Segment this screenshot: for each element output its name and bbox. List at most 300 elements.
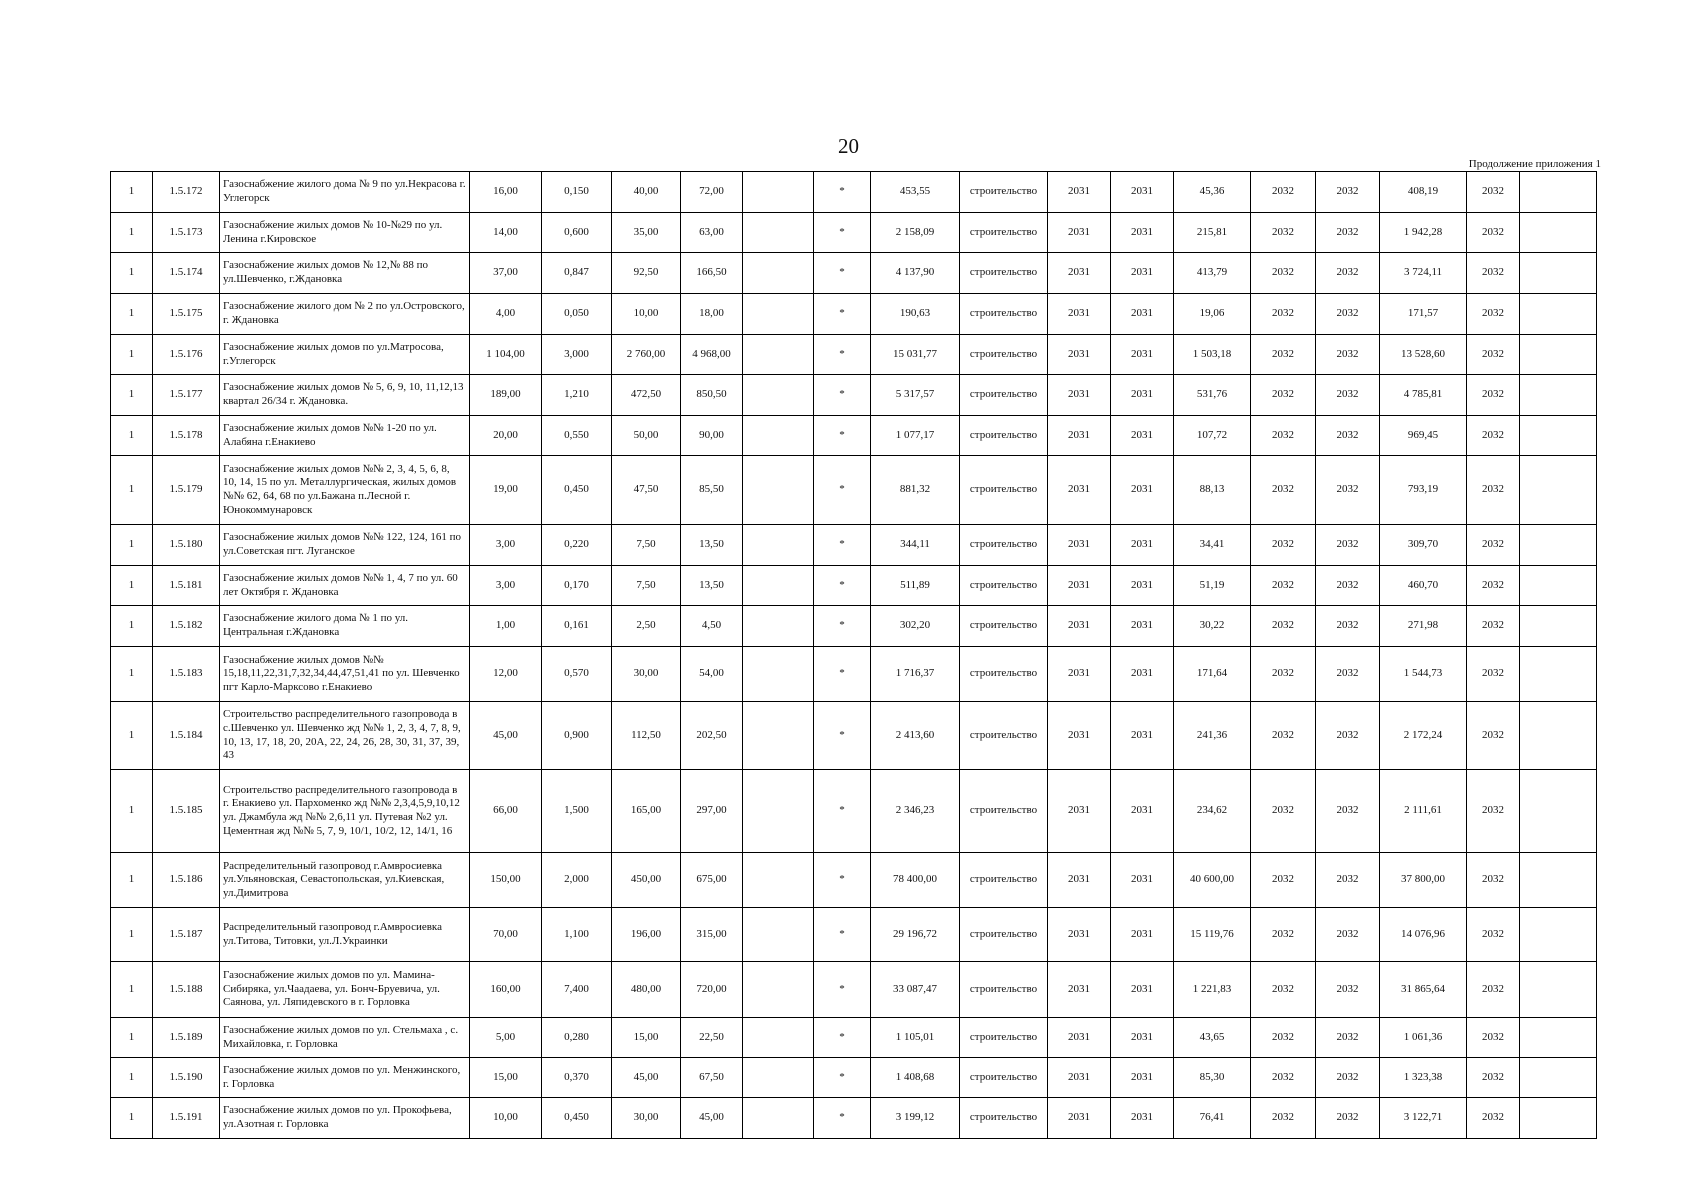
cell-notes [1520,1018,1597,1058]
cell-notes [1520,1098,1597,1139]
cell-total-cost: 15 031,77 [871,335,960,375]
cell-year-start-2: 2032 [1251,1098,1316,1139]
cell-value-col-1: 19,00 [470,456,542,525]
cell-year-end-2: 2032 [1316,416,1380,456]
cell-notes [1520,456,1597,525]
cell-year-end-1: 2031 [1111,566,1174,606]
cell-notes [1520,253,1597,294]
cell-year-start-2: 2032 [1251,770,1316,853]
cell-work-type: строительство [960,1058,1048,1098]
cell-asterisk-mark: * [814,172,871,213]
cell-year-end-2: 2032 [1316,566,1380,606]
cell-value-col-4: 675,00 [681,853,743,908]
cell-total-cost: 302,20 [871,606,960,647]
cell-item-code: 1.5.177 [153,375,220,416]
cell-asterisk-mark: * [814,335,871,375]
cell-notes [1520,294,1597,335]
cell-amount-stage-1: 76,41 [1174,1098,1251,1139]
cell-notes [1520,606,1597,647]
cell-value-col-4: 850,50 [681,375,743,416]
cell-year-end-2: 2032 [1316,702,1380,770]
cell-year-end-1: 2031 [1111,172,1174,213]
cell-year-end-2: 2032 [1316,962,1380,1018]
cell-row-number: 1 [111,702,153,770]
cell-row-number: 1 [111,770,153,853]
cell-value-col-1: 16,00 [470,172,542,213]
cell-value-col-2: 0,847 [542,253,612,294]
cell-amount-stage-1: 34,41 [1174,525,1251,566]
cell-value-col-2: 0,370 [542,1058,612,1098]
cell-total-cost: 190,63 [871,294,960,335]
cell-value-col-4: 63,00 [681,213,743,253]
cell-amount-stage-1: 40 600,00 [1174,853,1251,908]
cell-value-col-1: 1 104,00 [470,335,542,375]
cell-year-start-1: 2031 [1048,1098,1111,1139]
cell-row-number: 1 [111,172,153,213]
cell-year-end-1: 2031 [1111,456,1174,525]
cell-object-name: Газоснабжение жилых домов по ул. Прокофьева, ул.Азотная г. Горловка [220,1098,470,1139]
cell-year-start-1: 2031 [1048,416,1111,456]
cell-value-col-3: 47,50 [612,456,681,525]
cell-work-type: строительство [960,647,1048,702]
cell-year-end-1: 2031 [1111,213,1174,253]
cell-year-end-1: 2031 [1111,702,1174,770]
cell-amount-stage-1: 1 221,83 [1174,962,1251,1018]
cell-value-col-3: 472,50 [612,375,681,416]
cell-year-end-1: 2031 [1111,525,1174,566]
cell-year-end-1: 2031 [1111,770,1174,853]
cell-item-code: 1.5.175 [153,294,220,335]
cell-year-start-1: 2031 [1048,606,1111,647]
cell-notes [1520,566,1597,606]
cell-amount-stage-1: 30,22 [1174,606,1251,647]
cell-total-cost: 453,55 [871,172,960,213]
cell-amount-stage-2: 3 724,11 [1380,253,1467,294]
cell-amount-stage-1: 215,81 [1174,213,1251,253]
cell-work-type: строительство [960,566,1048,606]
page-number: 20 [838,134,859,158]
cell-work-type: строительство [960,375,1048,416]
cell-value-col-1: 37,00 [470,253,542,294]
cell-total-cost: 1 105,01 [871,1018,960,1058]
cell-object-name: Газоснабжение жилого дома № 1 по ул. Центральная г.Ждановка [220,606,470,647]
cell-row-number: 1 [111,566,153,606]
cell-work-type: строительство [960,456,1048,525]
cell-notes [1520,1058,1597,1098]
cell-item-code: 1.5.187 [153,908,220,962]
cell-notes [1520,525,1597,566]
cell-value-col-1: 5,00 [470,1018,542,1058]
cell-value-col-2: 0,550 [542,416,612,456]
cell-year-start-2: 2032 [1251,606,1316,647]
cell-notes [1520,702,1597,770]
cell-year-commission: 2032 [1467,962,1520,1018]
cell-amount-stage-1: 531,76 [1174,375,1251,416]
cell-work-type: строительство [960,702,1048,770]
cell-year-commission: 2032 [1467,908,1520,962]
cell-notes [1520,172,1597,213]
cell-year-start-1: 2031 [1048,335,1111,375]
cell-value-col-4: 67,50 [681,1058,743,1098]
cell-object-name: Газоснабжение жилого дом № 2 по ул.Островского, г. Ждановка [220,294,470,335]
cell-value-col-3: 30,00 [612,1098,681,1139]
cell-year-start-1: 2031 [1048,647,1111,702]
cell-notes [1520,647,1597,702]
cell-year-end-2: 2032 [1316,172,1380,213]
cell-amount-stage-1: 413,79 [1174,253,1251,294]
cell-value-col-3: 15,00 [612,1018,681,1058]
cell-year-end-1: 2031 [1111,908,1174,962]
cell-asterisk-mark: * [814,525,871,566]
cell-year-commission: 2032 [1467,375,1520,416]
cell-amount-stage-1: 45,36 [1174,172,1251,213]
cell-notes [1520,375,1597,416]
cell-object-name: Газоснабжение жилого дома № 9 по ул.Некрасова г. Углегорск [220,172,470,213]
cell-item-code: 1.5.190 [153,1058,220,1098]
cell-value-col-3: 50,00 [612,416,681,456]
cell-item-code: 1.5.186 [153,853,220,908]
cell-empty-col [743,456,814,525]
table-row [111,770,1597,853]
cell-work-type: строительство [960,606,1048,647]
cell-value-col-4: 45,00 [681,1098,743,1139]
cell-amount-stage-1: 85,30 [1174,1058,1251,1098]
cell-year-commission: 2032 [1467,606,1520,647]
cell-value-col-4: 4 968,00 [681,335,743,375]
cell-asterisk-mark: * [814,213,871,253]
cell-value-col-1: 4,00 [470,294,542,335]
cell-empty-col [743,253,814,294]
cell-amount-stage-2: 460,70 [1380,566,1467,606]
table-row [111,294,1597,335]
cell-asterisk-mark: * [814,1058,871,1098]
cell-value-col-3: 10,00 [612,294,681,335]
cell-row-number: 1 [111,606,153,647]
cell-item-code: 1.5.173 [153,213,220,253]
cell-work-type: строительство [960,853,1048,908]
cell-year-start-2: 2032 [1251,253,1316,294]
cell-object-name: Газоснабжение жилых домов № 12,№ 88 по ул.Шевченко, г.Ждановка [220,253,470,294]
cell-object-name: Распределительный газопровод г.Амвросиевка ул.Ульяновская, Севастопольская, ул.Киевская, ул.Димитрова [220,853,470,908]
cell-amount-stage-1: 171,64 [1174,647,1251,702]
cell-amount-stage-1: 43,65 [1174,1018,1251,1058]
cell-row-number: 1 [111,335,153,375]
cell-amount-stage-1: 234,62 [1174,770,1251,853]
cell-amount-stage-2: 408,19 [1380,172,1467,213]
cell-row-number: 1 [111,962,153,1018]
cell-value-col-2: 2,000 [542,853,612,908]
cell-amount-stage-2: 271,98 [1380,606,1467,647]
cell-year-commission: 2032 [1467,1098,1520,1139]
table-row [111,335,1597,375]
cell-row-number: 1 [111,1058,153,1098]
cell-object-name: Газоснабжение жилых домов по ул.Матросова, г.Углегорск [220,335,470,375]
cell-empty-col [743,647,814,702]
cell-empty-col [743,606,814,647]
cell-amount-stage-2: 1 061,36 [1380,1018,1467,1058]
cell-empty-col [743,908,814,962]
cell-year-start-1: 2031 [1048,456,1111,525]
cell-year-start-2: 2032 [1251,294,1316,335]
cell-row-number: 1 [111,294,153,335]
cell-value-col-1: 160,00 [470,962,542,1018]
cell-value-col-3: 92,50 [612,253,681,294]
cell-year-commission: 2032 [1467,1058,1520,1098]
cell-total-cost: 29 196,72 [871,908,960,962]
table-row [111,962,1597,1018]
cell-empty-col [743,375,814,416]
cell-asterisk-mark: * [814,253,871,294]
cell-value-col-2: 0,450 [542,1098,612,1139]
cell-amount-stage-2: 14 076,96 [1380,908,1467,962]
cell-amount-stage-2: 37 800,00 [1380,853,1467,908]
cell-year-start-2: 2032 [1251,416,1316,456]
cell-value-col-4: 315,00 [681,908,743,962]
cell-year-start-1: 2031 [1048,908,1111,962]
cell-item-code: 1.5.181 [153,566,220,606]
data-table [110,171,1597,1139]
table-row [111,702,1597,770]
cell-year-end-2: 2032 [1316,606,1380,647]
cell-work-type: строительство [960,294,1048,335]
cell-value-col-4: 54,00 [681,647,743,702]
cell-year-commission: 2032 [1467,853,1520,908]
cell-year-start-2: 2032 [1251,702,1316,770]
cell-year-end-2: 2032 [1316,335,1380,375]
cell-row-number: 1 [111,1018,153,1058]
cell-year-commission: 2032 [1467,525,1520,566]
cell-year-start-2: 2032 [1251,853,1316,908]
cell-item-code: 1.5.179 [153,456,220,525]
cell-notes [1520,335,1597,375]
cell-value-col-4: 13,50 [681,566,743,606]
cell-object-name: Газоснабжение жилых домов № 10-№29 по ул. Ленина г.Кировское [220,213,470,253]
cell-value-col-2: 0,150 [542,172,612,213]
cell-work-type: строительство [960,335,1048,375]
cell-value-col-3: 196,00 [612,908,681,962]
cell-value-col-4: 297,00 [681,770,743,853]
cell-value-col-1: 189,00 [470,375,542,416]
table-row [111,416,1597,456]
cell-total-cost: 2 413,60 [871,702,960,770]
cell-amount-stage-2: 31 865,64 [1380,962,1467,1018]
cell-amount-stage-1: 15 119,76 [1174,908,1251,962]
cell-year-start-1: 2031 [1048,962,1111,1018]
cell-amount-stage-2: 1 942,28 [1380,213,1467,253]
cell-amount-stage-2: 969,45 [1380,416,1467,456]
cell-year-end-2: 2032 [1316,253,1380,294]
cell-row-number: 1 [111,853,153,908]
cell-value-col-2: 3,000 [542,335,612,375]
table-row [111,647,1597,702]
cell-amount-stage-1: 241,36 [1174,702,1251,770]
cell-amount-stage-1: 51,19 [1174,566,1251,606]
cell-value-col-3: 450,00 [612,853,681,908]
cell-year-commission: 2032 [1467,294,1520,335]
table-row [111,525,1597,566]
cell-work-type: строительство [960,253,1048,294]
appendix-continuation-note: Продолжение приложения 1 [1468,158,1601,170]
cell-object-name: Строительство распределительного газопровода в с.Шевченко ул. Шевченко жд №№ 1, 2, 3, 4, 7, 8, 9, 10, 13, 17, 18, 20, 20А, 22, 24, 26, 28, 30, 31, 37, 39, 43 [220,702,470,770]
cell-object-name: Строительство распределительного газопровода в г. Енакиево ул. Пархоменко жд №№ 2,3,4,5,9,10,12 ул. Джамбула жд №№ 2,6,11 ул. Путевая №2 ул. Цементная жд №№ 5, 7, 9, 10/1, 10/2, 12, 14/1, 16 [220,770,470,853]
cell-value-col-3: 2 760,00 [612,335,681,375]
cell-empty-col [743,962,814,1018]
cell-year-start-1: 2031 [1048,702,1111,770]
cell-object-name: Газоснабжение жилых домов №№ 122, 124, 161 по ул.Советская пгт. Луганское [220,525,470,566]
cell-value-col-1: 10,00 [470,1098,542,1139]
cell-item-code: 1.5.185 [153,770,220,853]
cell-value-col-3: 35,00 [612,213,681,253]
cell-empty-col [743,525,814,566]
cell-year-start-2: 2032 [1251,456,1316,525]
cell-amount-stage-2: 4 785,81 [1380,375,1467,416]
table-row [111,253,1597,294]
cell-empty-col [743,1098,814,1139]
cell-total-cost: 1 716,37 [871,647,960,702]
cell-year-start-1: 2031 [1048,1018,1111,1058]
cell-value-col-3: 7,50 [612,566,681,606]
cell-work-type: строительство [960,416,1048,456]
cell-amount-stage-2: 13 528,60 [1380,335,1467,375]
cell-work-type: строительство [960,770,1048,853]
cell-value-col-2: 1,500 [542,770,612,853]
cell-year-start-1: 2031 [1048,525,1111,566]
cell-year-start-2: 2032 [1251,908,1316,962]
cell-notes [1520,770,1597,853]
cell-year-start-1: 2031 [1048,566,1111,606]
cell-asterisk-mark: * [814,606,871,647]
cell-total-cost: 1 077,17 [871,416,960,456]
cell-empty-col [743,1018,814,1058]
cell-year-end-2: 2032 [1316,853,1380,908]
cell-value-col-1: 1,00 [470,606,542,647]
cell-year-start-2: 2032 [1251,375,1316,416]
cell-year-end-1: 2031 [1111,416,1174,456]
cell-amount-stage-2: 1 323,38 [1380,1058,1467,1098]
cell-notes [1520,213,1597,253]
cell-value-col-1: 150,00 [470,853,542,908]
cell-year-start-1: 2031 [1048,375,1111,416]
cell-year-commission: 2032 [1467,1018,1520,1058]
cell-work-type: строительство [960,525,1048,566]
cell-object-name: Газоснабжение жилых домов по ул. Мамина-Сибиряка, ул.Чаадаева, ул. Бонч-Бруевича, ул. Саянова, ул. Ляпидевского в г. Горловка [220,962,470,1018]
cell-year-end-2: 2032 [1316,456,1380,525]
cell-notes [1520,853,1597,908]
cell-row-number: 1 [111,213,153,253]
cell-year-start-1: 2031 [1048,770,1111,853]
cell-value-col-3: 40,00 [612,172,681,213]
cell-total-cost: 344,11 [871,525,960,566]
cell-value-col-4: 166,50 [681,253,743,294]
cell-empty-col [743,853,814,908]
cell-item-code: 1.5.183 [153,647,220,702]
cell-year-commission: 2032 [1467,253,1520,294]
cell-value-col-1: 66,00 [470,770,542,853]
cell-row-number: 1 [111,1098,153,1139]
cell-value-col-3: 30,00 [612,647,681,702]
cell-empty-col [743,566,814,606]
cell-year-end-2: 2032 [1316,294,1380,335]
cell-row-number: 1 [111,647,153,702]
cell-item-code: 1.5.188 [153,962,220,1018]
cell-item-code: 1.5.180 [153,525,220,566]
cell-object-name: Газоснабжение жилых домов № 5, 6, 9, 10, 11,12,13 квартал 26/34 г. Ждановка. [220,375,470,416]
cell-year-end-1: 2031 [1111,294,1174,335]
cell-year-end-2: 2032 [1316,525,1380,566]
cell-year-start-1: 2031 [1048,213,1111,253]
cell-row-number: 1 [111,908,153,962]
cell-item-code: 1.5.182 [153,606,220,647]
cell-year-end-2: 2032 [1316,1058,1380,1098]
cell-value-col-2: 0,570 [542,647,612,702]
cell-item-code: 1.5.172 [153,172,220,213]
cell-empty-col [743,294,814,335]
cell-amount-stage-2: 793,19 [1380,456,1467,525]
table-row [111,908,1597,962]
cell-row-number: 1 [111,375,153,416]
cell-item-code: 1.5.191 [153,1098,220,1139]
cell-year-commission: 2032 [1467,647,1520,702]
cell-asterisk-mark: * [814,1098,871,1139]
cell-value-col-2: 1,210 [542,375,612,416]
cell-empty-col [743,1058,814,1098]
cell-value-col-3: 480,00 [612,962,681,1018]
cell-value-col-2: 7,400 [542,962,612,1018]
cell-year-end-2: 2032 [1316,647,1380,702]
cell-value-col-4: 18,00 [681,294,743,335]
cell-year-end-2: 2032 [1316,1018,1380,1058]
table-row [111,1018,1597,1058]
cell-year-start-1: 2031 [1048,294,1111,335]
cell-work-type: строительство [960,908,1048,962]
cell-notes [1520,416,1597,456]
cell-empty-col [743,335,814,375]
cell-value-col-2: 0,220 [542,525,612,566]
cell-year-commission: 2032 [1467,213,1520,253]
cell-year-end-1: 2031 [1111,375,1174,416]
cell-year-start-2: 2032 [1251,213,1316,253]
cell-item-code: 1.5.189 [153,1018,220,1058]
cell-year-start-2: 2032 [1251,172,1316,213]
cell-year-start-1: 2031 [1048,253,1111,294]
cell-asterisk-mark: * [814,908,871,962]
cell-work-type: строительство [960,172,1048,213]
cell-empty-col [743,770,814,853]
cell-year-start-2: 2032 [1251,1058,1316,1098]
cell-value-col-4: 72,00 [681,172,743,213]
cell-asterisk-mark: * [814,770,871,853]
cell-year-start-2: 2032 [1251,525,1316,566]
cell-year-end-1: 2031 [1111,606,1174,647]
cell-amount-stage-2: 2 172,24 [1380,702,1467,770]
cell-asterisk-mark: * [814,416,871,456]
cell-amount-stage-1: 1 503,18 [1174,335,1251,375]
cell-value-col-2: 0,600 [542,213,612,253]
cell-empty-col [743,172,814,213]
cell-year-commission: 2032 [1467,335,1520,375]
cell-notes [1520,962,1597,1018]
cell-asterisk-mark: * [814,647,871,702]
cell-value-col-3: 112,50 [612,702,681,770]
cell-year-end-2: 2032 [1316,770,1380,853]
table-row [111,606,1597,647]
cell-amount-stage-1: 19,06 [1174,294,1251,335]
cell-value-col-4: 90,00 [681,416,743,456]
cell-year-start-1: 2031 [1048,853,1111,908]
cell-asterisk-mark: * [814,375,871,416]
cell-value-col-4: 720,00 [681,962,743,1018]
cell-total-cost: 881,32 [871,456,960,525]
